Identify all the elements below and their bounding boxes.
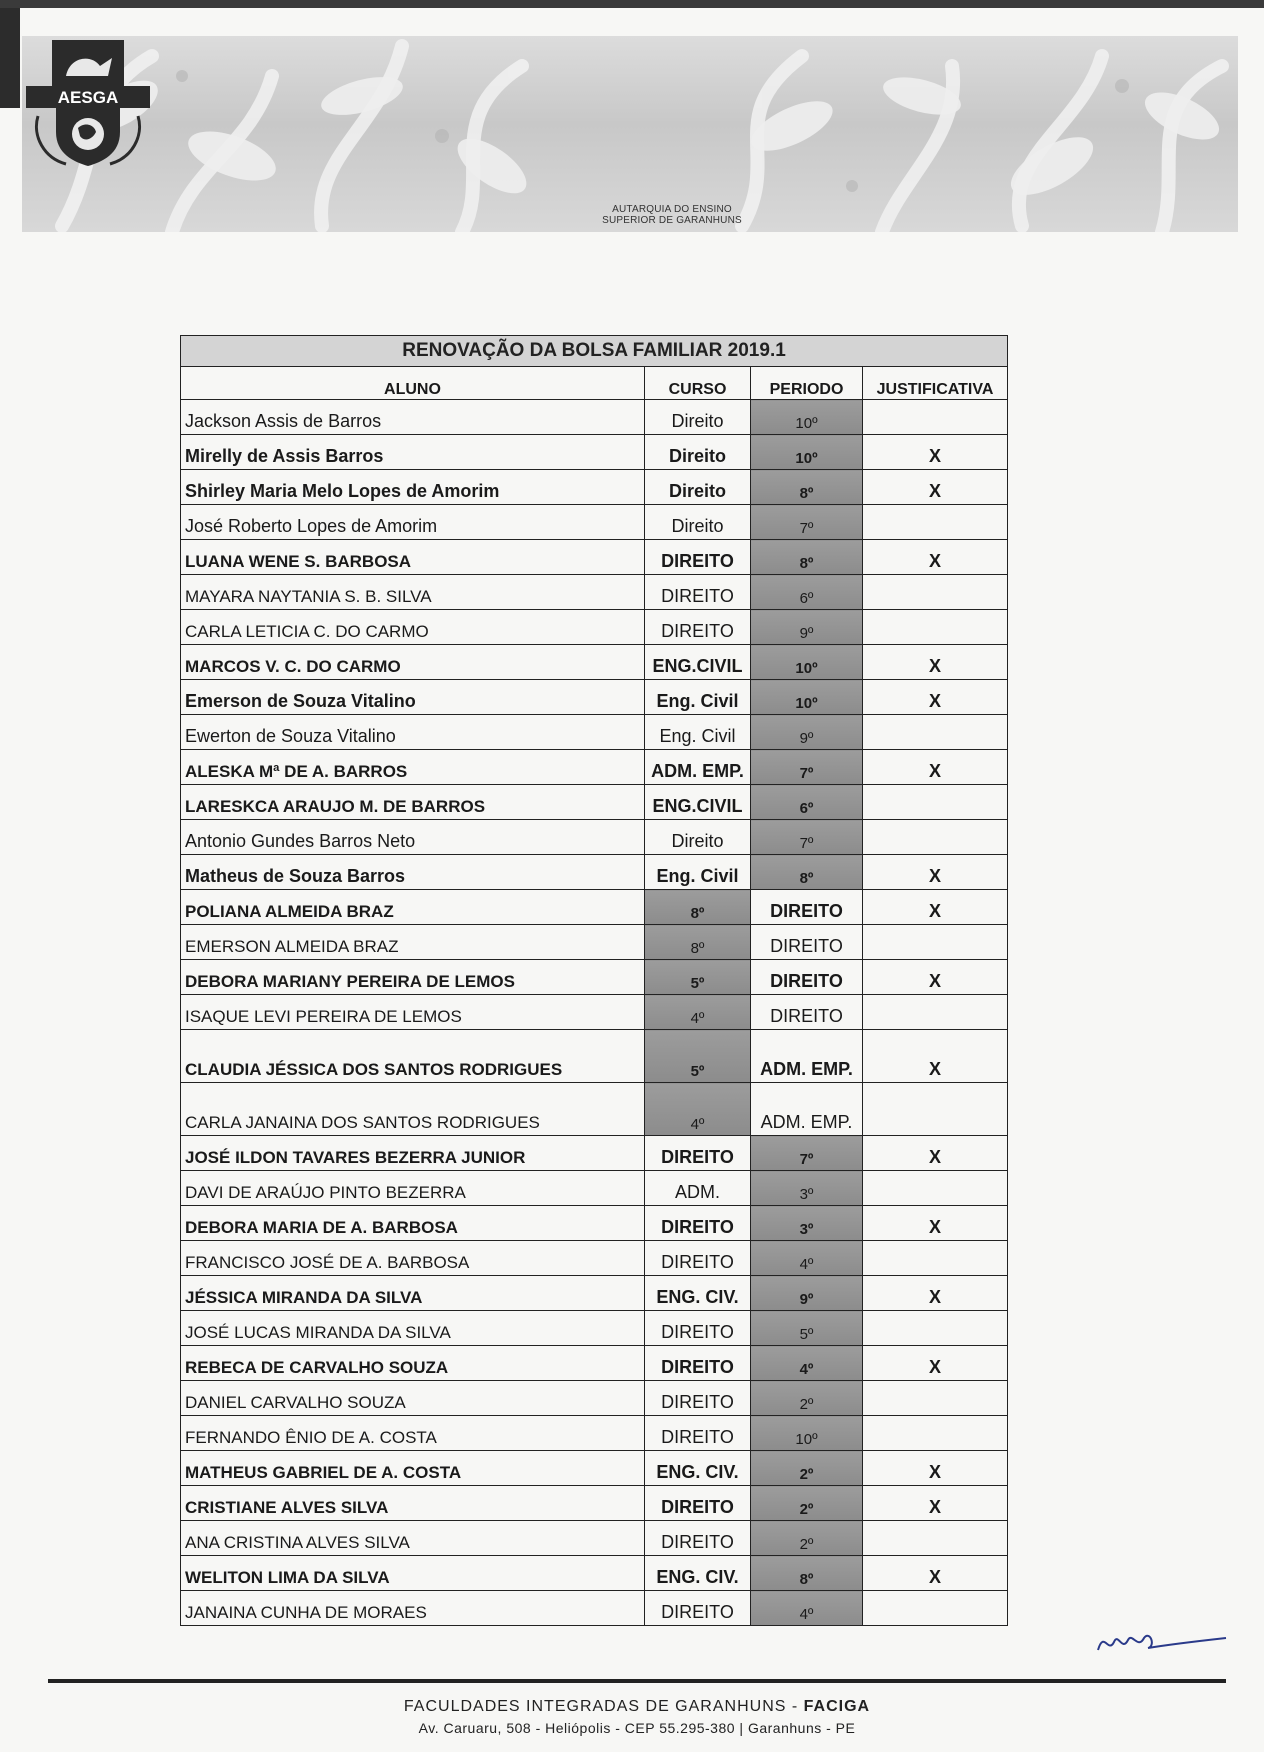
course-cell: Eng. Civil xyxy=(645,855,751,890)
student-name: ISAQUE LEVI PEREIRA DE LEMOS xyxy=(181,995,645,1030)
table-row xyxy=(181,995,1008,1030)
student-name: MATHEUS GABRIEL DE A. COSTA xyxy=(181,1451,645,1486)
table-row xyxy=(181,1171,1008,1206)
period-cell: ADM. EMP. xyxy=(751,1030,863,1083)
justification-mark xyxy=(863,610,1008,645)
table-row xyxy=(181,1311,1008,1346)
student-name: ANA CRISTINA ALVES SILVA xyxy=(181,1521,645,1556)
decorative-header-banner xyxy=(22,36,1238,232)
period-cell: 2º xyxy=(751,1521,863,1556)
student-name: LARESKCA ARAUJO M. DE BARROS xyxy=(181,785,645,820)
student-name: FERNANDO ÊNIO DE A. COSTA xyxy=(181,1416,645,1451)
col-aluno: ALUNO xyxy=(181,367,645,400)
student-name: JOSÉ ILDON TAVARES BEZERRA JUNIOR xyxy=(181,1136,645,1171)
justification-mark: X xyxy=(863,1206,1008,1241)
period-cell: 10º xyxy=(751,680,863,715)
course-cell: Eng. Civil xyxy=(645,680,751,715)
table-row xyxy=(181,1083,1008,1136)
course-cell: Direito xyxy=(645,505,751,540)
footer xyxy=(48,1698,1226,1736)
justification-mark xyxy=(863,995,1008,1030)
course-cell: DIREITO xyxy=(645,1241,751,1276)
justification-mark xyxy=(863,1171,1008,1206)
justification-mark: X xyxy=(863,1451,1008,1486)
footer-rule xyxy=(48,1679,1226,1683)
table-row xyxy=(181,1030,1008,1083)
scan-left-edge xyxy=(0,8,20,108)
student-name: JOSÉ LUCAS MIRANDA DA SILVA xyxy=(181,1311,645,1346)
student-name: Matheus de Souza Barros xyxy=(181,855,645,890)
period-cell: DIREITO xyxy=(751,960,863,995)
period-cell: 9º xyxy=(751,715,863,750)
period-cell: 6º xyxy=(751,785,863,820)
caption-line-2: SUPERIOR DE GARANHUNS xyxy=(602,215,742,226)
period-cell: 7º xyxy=(751,750,863,785)
student-name: POLIANA ALMEIDA BRAZ xyxy=(181,890,645,925)
table-row xyxy=(181,960,1008,995)
course-cell: 4º xyxy=(645,1083,751,1136)
course-cell: 8º xyxy=(645,890,751,925)
bolsa-renewal-table xyxy=(180,335,1008,1626)
table-row xyxy=(181,1276,1008,1311)
period-cell: 8º xyxy=(751,855,863,890)
student-name: ALESKA Mª DE A. BARROS xyxy=(181,750,645,785)
student-name: José Roberto Lopes de Amorim xyxy=(181,505,645,540)
period-cell: 9º xyxy=(751,1276,863,1311)
justification-mark: X xyxy=(863,890,1008,925)
justification-mark xyxy=(863,1416,1008,1451)
justification-mark: X xyxy=(863,435,1008,470)
course-cell: ADM. xyxy=(645,1171,751,1206)
col-curso: CURSO xyxy=(645,367,751,400)
table-row xyxy=(181,680,1008,715)
table-body xyxy=(181,400,1008,1626)
period-cell: DIREITO xyxy=(751,925,863,960)
student-name: WELITON LIMA DA SILVA xyxy=(181,1556,645,1591)
period-cell: 10º xyxy=(751,645,863,680)
table-row xyxy=(181,610,1008,645)
course-cell: 8º xyxy=(645,925,751,960)
course-cell: DIREITO xyxy=(645,1416,751,1451)
justification-mark xyxy=(863,575,1008,610)
course-cell: DIREITO xyxy=(645,1346,751,1381)
table-row xyxy=(181,785,1008,820)
course-cell: Direito xyxy=(645,400,751,435)
col-justificativa: JUSTIFICATIVA xyxy=(863,367,1008,400)
footer-institution: FACULDADES INTEGRADAS DE GARANHUNS - xyxy=(403,1698,799,1715)
logo-text: AESGA xyxy=(57,88,119,107)
justification-mark: X xyxy=(863,540,1008,575)
period-cell: 7º xyxy=(751,505,863,540)
justification-mark: X xyxy=(863,1030,1008,1083)
student-name: CARLA LETICIA C. DO CARMO xyxy=(181,610,645,645)
student-name: Ewerton de Souza Vitalino xyxy=(181,715,645,750)
course-cell: Eng. Civil xyxy=(645,715,751,750)
course-cell: ENG. CIV. xyxy=(645,1556,751,1591)
course-cell: DIREITO xyxy=(645,1486,751,1521)
period-cell: 8º xyxy=(751,540,863,575)
justification-mark xyxy=(863,785,1008,820)
justification-mark: X xyxy=(863,960,1008,995)
course-cell: ENG.CIVIL xyxy=(645,785,751,820)
period-cell: 2º xyxy=(751,1381,863,1416)
justification-mark xyxy=(863,820,1008,855)
table-row xyxy=(181,1591,1008,1626)
table-row xyxy=(181,400,1008,435)
period-cell: DIREITO xyxy=(751,995,863,1030)
period-cell: 6º xyxy=(751,575,863,610)
student-name: DEBORA MARIA DE A. BARBOSA xyxy=(181,1206,645,1241)
course-cell: Direito xyxy=(645,820,751,855)
justification-mark: X xyxy=(863,1346,1008,1381)
course-cell: DIREITO xyxy=(645,1381,751,1416)
student-name: EMERSON ALMEIDA BRAZ xyxy=(181,925,645,960)
logo-caption xyxy=(584,204,760,226)
period-cell: 3º xyxy=(751,1171,863,1206)
course-cell: 5º xyxy=(645,960,751,995)
student-name: JANAINA CUNHA DE MORAES xyxy=(181,1591,645,1626)
period-cell: 2º xyxy=(751,1451,863,1486)
justification-mark xyxy=(863,1311,1008,1346)
table-row xyxy=(181,1381,1008,1416)
period-cell: DIREITO xyxy=(751,890,863,925)
student-name: DANIEL CARVALHO SOUZA xyxy=(181,1381,645,1416)
course-cell: Direito xyxy=(645,470,751,505)
period-cell: 4º xyxy=(751,1346,863,1381)
table-row xyxy=(181,645,1008,680)
footer-brand: FACIGA xyxy=(803,1698,871,1715)
table-row xyxy=(181,925,1008,960)
table-row xyxy=(181,1346,1008,1381)
course-cell: DIREITO xyxy=(645,1311,751,1346)
period-cell: 2º xyxy=(751,1486,863,1521)
period-cell: 9º xyxy=(751,610,863,645)
table-row xyxy=(181,1136,1008,1171)
table-row xyxy=(181,890,1008,925)
caption-line-1: AUTARQUIA DO ENSINO xyxy=(612,204,732,215)
student-name: Mirelly de Assis Barros xyxy=(181,435,645,470)
student-name: Antonio Gundes Barros Neto xyxy=(181,820,645,855)
student-name: Emerson de Souza Vitalino xyxy=(181,680,645,715)
table-row xyxy=(181,750,1008,785)
course-cell: DIREITO xyxy=(645,1591,751,1626)
student-name: CARLA JANAINA DOS SANTOS RODRIGUES xyxy=(181,1083,645,1136)
period-cell: 8º xyxy=(751,470,863,505)
justification-mark: X xyxy=(863,750,1008,785)
table-row xyxy=(181,1521,1008,1556)
scan-top-edge xyxy=(0,0,1264,8)
justification-mark xyxy=(863,1591,1008,1626)
justification-mark: X xyxy=(863,1486,1008,1521)
student-name: Shirley Maria Melo Lopes de Amorim xyxy=(181,470,645,505)
student-name: Jackson Assis de Barros xyxy=(181,400,645,435)
justification-mark: X xyxy=(863,855,1008,890)
course-cell: Direito xyxy=(645,435,751,470)
floral-pattern xyxy=(22,36,1238,232)
student-name: CLAUDIA JÉSSICA DOS SANTOS RODRIGUES xyxy=(181,1030,645,1083)
table-row xyxy=(181,1486,1008,1521)
table-title: RENOVAÇÃO DA BOLSA FAMILIAR 2019.1 xyxy=(181,336,1008,367)
handwritten-signature xyxy=(1090,1620,1230,1660)
course-cell: ENG. CIV. xyxy=(645,1451,751,1486)
course-cell: DIREITO xyxy=(645,1521,751,1556)
course-cell: DIREITO xyxy=(645,1206,751,1241)
table-row xyxy=(181,855,1008,890)
justification-mark xyxy=(863,1521,1008,1556)
col-periodo: PERIODO xyxy=(751,367,863,400)
justification-mark xyxy=(863,1381,1008,1416)
period-cell: 7º xyxy=(751,1136,863,1171)
justification-mark xyxy=(863,505,1008,540)
justification-mark: X xyxy=(863,1276,1008,1311)
period-cell: 10º xyxy=(751,1416,863,1451)
table-row xyxy=(181,540,1008,575)
period-cell: 4º xyxy=(751,1591,863,1626)
course-cell: DIREITO xyxy=(645,575,751,610)
student-name: MARCOS V. C. DO CARMO xyxy=(181,645,645,680)
period-cell: 3º xyxy=(751,1206,863,1241)
table-row xyxy=(181,435,1008,470)
course-cell: 5º xyxy=(645,1030,751,1083)
table-row xyxy=(181,505,1008,540)
justification-mark xyxy=(863,1083,1008,1136)
student-name: MAYARA NAYTANIA S. B. SILVA xyxy=(181,575,645,610)
student-name: FRANCISCO JOSÉ DE A. BARBOSA xyxy=(181,1241,645,1276)
aesga-logo xyxy=(22,36,154,196)
period-cell: 10º xyxy=(751,435,863,470)
table-row xyxy=(181,1556,1008,1591)
course-cell: DIREITO xyxy=(645,540,751,575)
table-row xyxy=(181,575,1008,610)
course-cell: DIREITO xyxy=(645,1136,751,1171)
student-name: DAVI DE ARAÚJO PINTO BEZERRA xyxy=(181,1171,645,1206)
justification-mark: X xyxy=(863,470,1008,505)
student-name: JÉSSICA MIRANDA DA SILVA xyxy=(181,1276,645,1311)
period-cell: 8º xyxy=(751,1556,863,1591)
justification-mark xyxy=(863,925,1008,960)
table-header-row xyxy=(181,367,1008,400)
justification-mark: X xyxy=(863,1136,1008,1171)
period-cell: ADM. EMP. xyxy=(751,1083,863,1136)
student-name: LUANA WENE S. BARBOSA xyxy=(181,540,645,575)
footer-address: Av. Caruaru, 508 - Heliópolis - CEP 55.295-380 | Garanhuns - PE xyxy=(418,1720,856,1736)
course-cell: 4º xyxy=(645,995,751,1030)
table-row xyxy=(181,820,1008,855)
student-name: DEBORA MARIANY PEREIRA DE LEMOS xyxy=(181,960,645,995)
justification-mark: X xyxy=(863,645,1008,680)
course-cell: ENG.CIVIL xyxy=(645,645,751,680)
justification-mark xyxy=(863,400,1008,435)
course-cell: DIREITO xyxy=(645,610,751,645)
justification-mark xyxy=(863,715,1008,750)
period-cell: 10º xyxy=(751,400,863,435)
footer-line-1 xyxy=(48,1698,1226,1716)
justification-mark: X xyxy=(863,1556,1008,1591)
period-cell: 5º xyxy=(751,1311,863,1346)
justification-mark xyxy=(863,1241,1008,1276)
student-name: CRISTIANE ALVES SILVA xyxy=(181,1486,645,1521)
course-cell: ENG. CIV. xyxy=(645,1276,751,1311)
table-row xyxy=(181,1206,1008,1241)
period-cell: 4º xyxy=(751,1241,863,1276)
student-name: REBECA DE CARVALHO SOUZA xyxy=(181,1346,645,1381)
table-row xyxy=(181,1241,1008,1276)
period-cell: 7º xyxy=(751,820,863,855)
justification-mark: X xyxy=(863,680,1008,715)
table-row xyxy=(181,470,1008,505)
table-row xyxy=(181,715,1008,750)
course-cell: ADM. EMP. xyxy=(645,750,751,785)
table-row xyxy=(181,1416,1008,1451)
table-row xyxy=(181,1451,1008,1486)
